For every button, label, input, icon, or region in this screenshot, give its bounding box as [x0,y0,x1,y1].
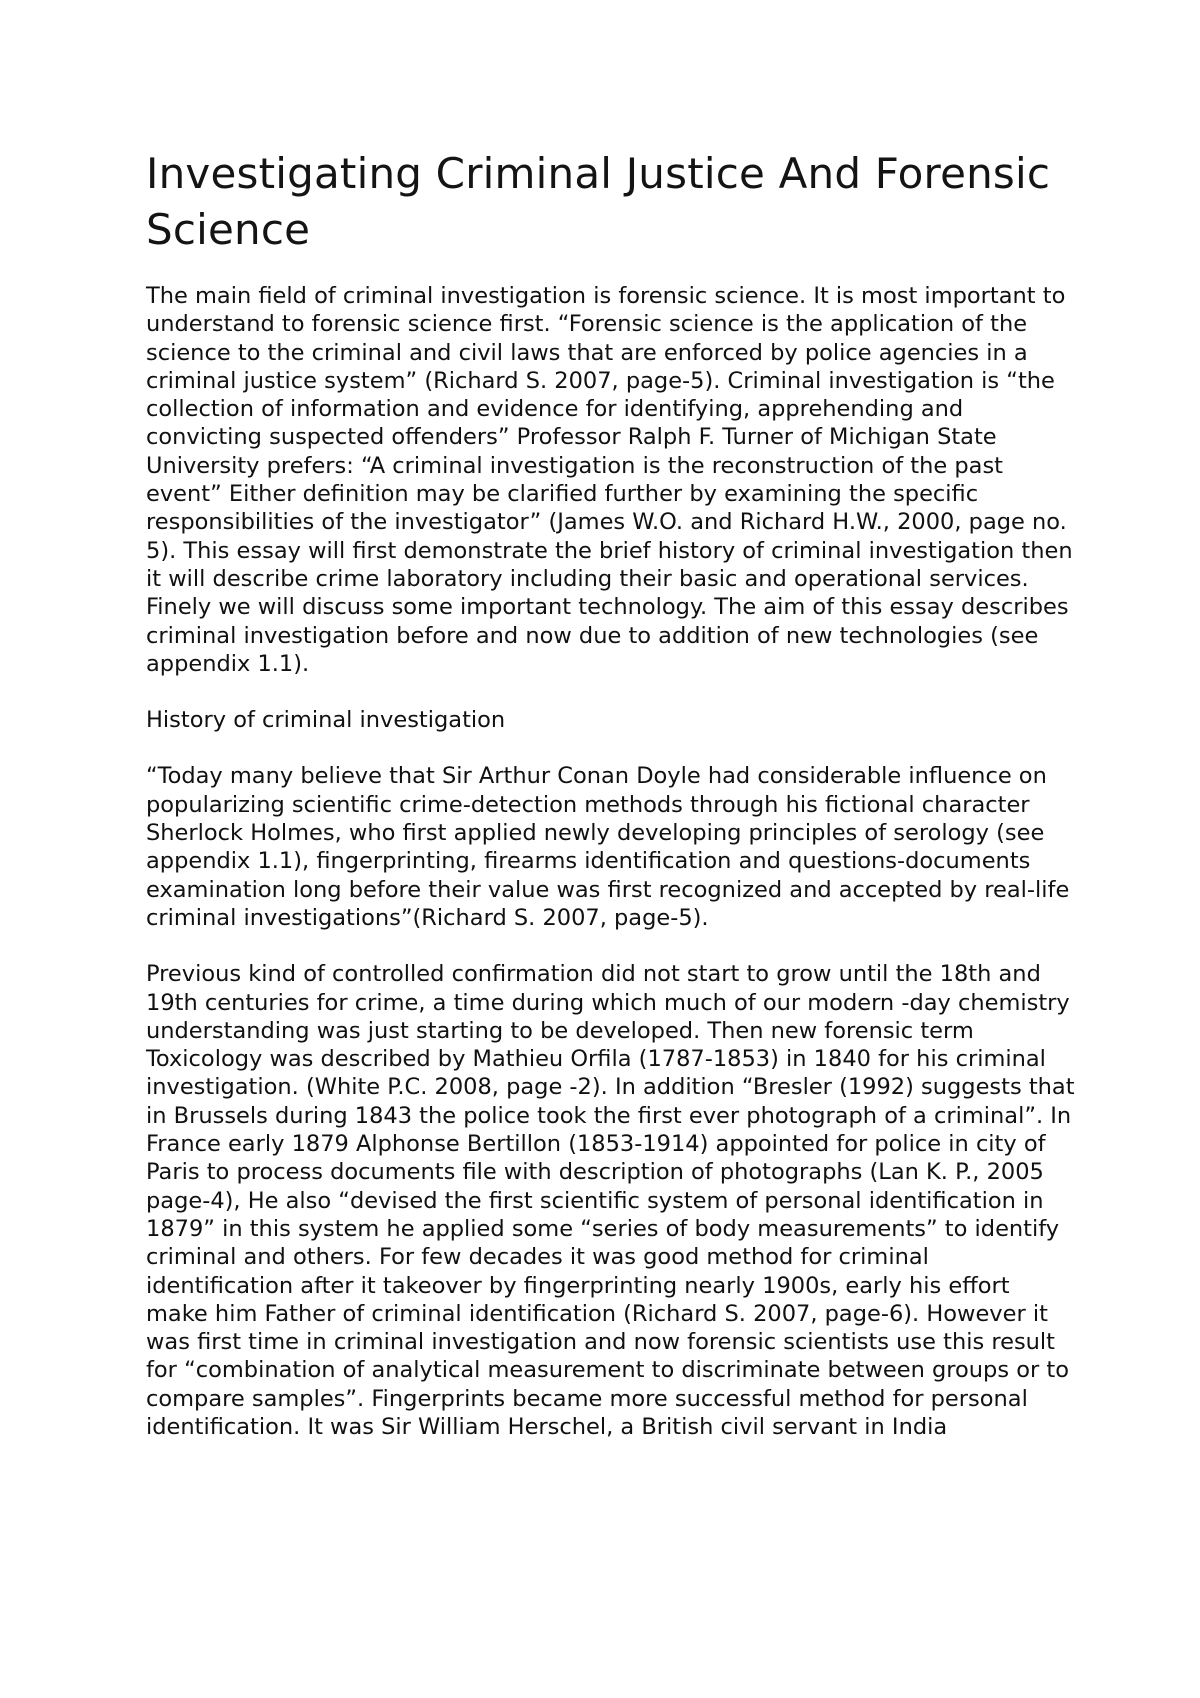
document-title: Investigating Criminal Justice And Forensic Science [146,149,1051,254]
document-body [146,146,1076,1469]
history-paragraph: Previous kind of controlled confirmation did not start to grow until the 18th and 19th centuries for crime, a time during which much of our modern -day chemistry understanding was just starting to be developed. Then new forensic term Toxicology was described by Mathieu Orfila (1787-1853) in 1840 for his criminal investigation. (White P.C. 2008, page -2). In addition “Bresler (1992) suggests that in Brussels during 1843 the police took the first ever photograph of a criminal”. In France early 1879 Alphonse Bertillon (1853-1914) appointed for police in city of Paris to process documents file with description of photographs (Lan K. P., 2005 page-4), He also “devised the first scientific system of personal identification in 1879” in this system he applied some “series of body measurements” to identify criminal and others. For few decades it was good method for criminal identification after it takeover by fingerprinting nearly 1900s, early his effort make him Father of criminal identification (Richard S. 2007, page-6). However it was first time in criminal investigation and now forensic scientists use this result for “combination of analytical measurement to discriminate between groups or to compare samples”. Fingerprints became more successful method for personal identification. It was Sir William Herschel, a British civil servant in India [146,961,1075,1440]
section-heading-history: History of criminal investigation [146,707,506,734]
intro-paragraph: The main field of criminal investigation is forensic science. It is most important to understand to forensic science first. “Forensic science is the application of the science to the criminal and civil laws that are enforced by police agencies in a criminal justice system” (Richard S. 2007, page-5). Criminal investigation is “the collection of information and evidence for identifying, apprehending and convicting suspected offenders” Professor Ralph F. Turner of Michigan State University prefers: “A criminal investigation is the reconstruction of the past event” Either definition may be clarified further by examining the specific responsibilities of the investigator” (James W.O. and Richard H.W., 2000, page no. 5). This essay will first demonstrate the brief history of criminal investigation then it will describe crime laboratory including their basic and operational services. Finely we will discuss some important technology. The aim of this essay describes criminal investigation before and now due to addition of new technologies (see appendix 1.1). [146,283,1073,677]
quote-paragraph: “Today many believe that Sir Arthur Conan Doyle had considerable influence on popularizing scientific crime-detection methods through his fictional character Sherlock Holmes, who first applied newly developing principles of serology (see appendix 1.1), fingerprinting, firearms identification and questions-documents examination long before their value was first recognized and accepted by real-life criminal investigations”(Richard S. 2007, page-5). [146,763,1070,931]
